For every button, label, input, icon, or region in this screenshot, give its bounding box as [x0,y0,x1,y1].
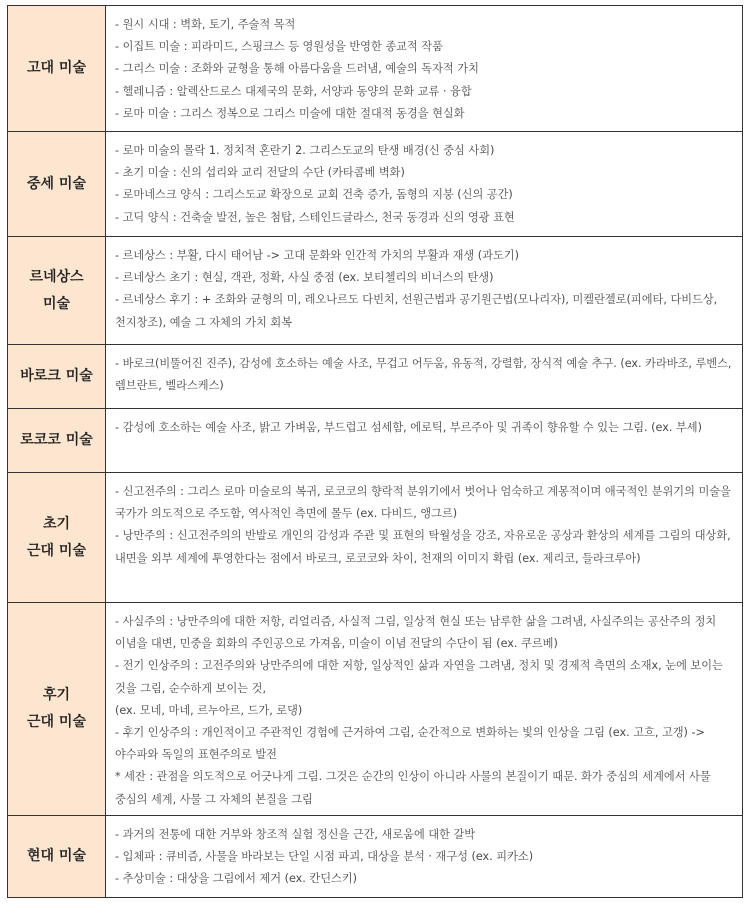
description-line: - 낭만주의 : 신고전주의의 반발로 개인의 감성과 주관 및 표현의 탁월성을 강조, 자유로운 공상과 환상의 세계를 그림의 대상화, 내면을 외부 세계에 투영한다는 점에서 바로크, 로코코와 차이, 천재의 이미지 확립 (ex. 제리코, 들라크루아) [115,529,731,565]
era-cell [8,132,106,237]
description-line: * 세잔 : 관점을 의도적으로 어긋나게 그림. 그것은 순간의 인상이 아니라 사물의 본질이기 때문. 화가 중심의 세계에서 사물 중심의 세계, 사물 그 자체의 본질을 그림 [115,770,711,806]
description-line: - 로마 미술의 몰락 1. 정치적 혼란기 2. 그리스도교의 탄생 배경(신 중심 사회) [115,144,495,157]
description-cell [106,345,743,409]
description-line: - 입체파 : 큐비즘, 사물을 바라보는 단일 시점 파괴, 대상을 분석 · 재구성 (ex. 피카소) [115,850,534,864]
description-line: - 후기 인상주의 : 개인적이고 주관적인 경험에 근거하여 그림, 순간적으로 변화하는 빛의 인상을 그림 (ex. 고흐, 고갱) -> 야수파와 독일의 표현주의로 발전 [115,726,705,762]
era-label: 바로크 미술 [20,368,93,384]
era-cell [8,473,106,603]
description-line: - 감성에 호소하는 예술 사조, 밝고 가벼움, 부드럽고 섬세함, 에로틱, 부르주아 및 귀족이 향유할 수 있는 그림. (ex. 부셰) [115,421,702,434]
description-line: - 사실주의 : 낭만주의에 대한 저항, 리얼리즘, 사실적 그림, 일상적 현실 또는 남루한 삶을 그려냄, 사실주의는 공산주의 정치 이념을 대변, 민중을 회화의 주인공으로 가져옴, 미술이 이념 전달의 수단이 됨 (ex. 쿠르베) [115,615,717,651]
era-cell [8,345,106,409]
table-row [8,345,743,409]
description-cell [106,815,743,897]
table-row [8,815,743,897]
era-label: 초기 [42,515,71,532]
description-line: - 과거의 전통에 대한 거부와 창조적 실험 정신을 근간, 새로움에 대한 갈박 [115,827,476,841]
description-cell [106,132,743,237]
description-cell [106,603,743,816]
description-line: - 로마 미술 : 그리스 정복으로 그리스 미술에 대한 절대적 동경을 현실화 [115,106,465,120]
description-line: - 르네상스 : 부활, 다시 태어남 -> 고대 문화와 인간적 가치의 부활과 재생 (과도기) [115,249,519,262]
era-cell [8,409,106,473]
description-line: - 이집트 미술 : 피라미드, 스핑크스 등 영원성을 반영한 종교적 작품 [115,40,443,54]
era-cell [8,815,106,897]
description-cell [106,237,743,345]
description-line: - 헬레니즘 : 알렉산드로스 대제국의 문화, 서양과 동양의 문화 교류 · 융합 [115,84,472,98]
table-row [8,6,743,132]
art-history-table [7,5,743,898]
description-line: - 추상미술 : 대상을 그림에서 제거 (ex. 칸딘스키) [115,872,358,886]
description-line: - 원시 시대 : 벽화, 토기, 주술적 목적 [115,18,296,31]
description-line: (ex. 모네, 마네, 르누아르, 드가, 로댕) [115,703,303,717]
description-line: - 르네상스 초기 : 현실, 객관, 정확, 사실 중점 (ex. 보티첼리의 비너스의 탄생) [115,271,494,285]
era-label: 중세 미술 [27,175,86,192]
description-line: - 그리스 미술 : 조화와 균형을 통해 아름다움을 드러냄, 예술의 독자적 가치 [115,62,479,76]
table-row [8,473,743,603]
era-label: 근대 미술 [27,713,86,730]
description-line: - 고딕 양식 : 건축술 발전, 높은 첨탑, 스테인드글라스, 천국 동경과 신의 영광 표현 [115,210,515,224]
era-cell [8,237,106,345]
table-row [8,132,743,237]
description-line: - 바로크(비뚤어진 진주), 감성에 호소하는 예술 사조, 무겁고 어두움, 유동적, 강렬함, 장식적 예술 추구. (ex. 카라바조, 루벤스, 렘브란트, 벨라스케스) [115,357,732,393]
era-label: 현대 미술 [27,847,86,864]
description-line: - 신고전주의 : 그리스 로마 미술로의 복귀, 로코코의 향락적 분위기에서 벗어나 엄숙하고 계몽적이며 애국적인 분위기의 미술을 국가가 의도적으로 주도함, 역사적인 측면에 몰두 (ex. 다비드, 앵그르) [115,485,731,521]
table-row [8,237,743,345]
table-body [8,6,743,898]
era-label: 근대 미술 [27,542,86,559]
description-line: - 전기 인상주의 : 고전주의와 낭만주의에 대한 저항, 일상적인 삶과 자연을 그려냄, 정치 및 경제적 측면의 소재x, 눈에 보이는 것을 그림, 순수하게 보이는 것, [115,659,723,695]
description-cell [106,473,743,603]
era-label: 로코코 미술 [20,432,93,448]
era-label: 미술 [42,295,71,312]
table-row [8,603,743,816]
description-line: - 르네상스 후기 : + 조화와 균형의 미, 레오나르도 다빈치, 선원근법과 공기원근법(모나리자), 미켈란젤로(피에타, 다비드상, 천지창조), 예술 그 자체의 가치 회복 [115,293,718,329]
description-line: - 초기 미술 : 신의 섭리와 교리 전달의 수단 (카타콤베 벽화) [115,166,405,180]
table-row [8,409,743,473]
era-cell [8,6,106,132]
era-label: 르네상스 [29,268,84,285]
description-cell [106,6,743,132]
description-cell [106,409,743,473]
era-cell [8,603,106,816]
era-label: 후기 [42,686,71,703]
description-line: - 로마네스크 양식 : 그리스도교 확장으로 교회 건축 증가, 돔형의 지붕 (신의 공간) [115,188,513,202]
era-label: 고대 미술 [27,60,86,76]
